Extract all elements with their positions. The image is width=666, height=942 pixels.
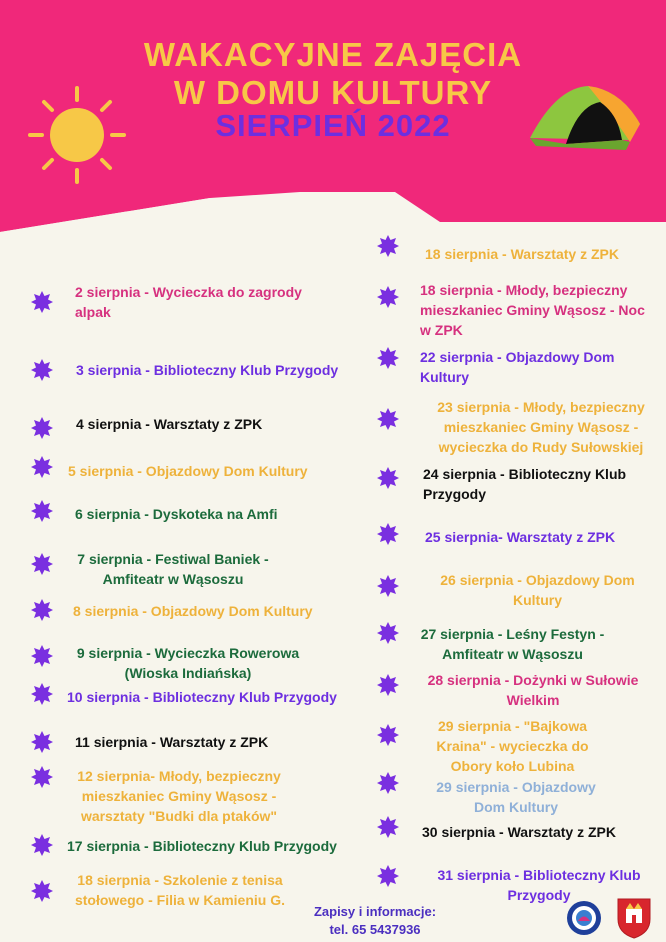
bullet-star-icon bbox=[377, 523, 399, 545]
subtitle-month: SIERPIEŃ 2022 bbox=[215, 108, 451, 143]
event-right-6: 25 sierpnia- Warsztaty z ZPK bbox=[425, 529, 616, 545]
bullet-star-icon bbox=[31, 500, 53, 522]
bullet-star-icon bbox=[31, 766, 53, 788]
contact-info bbox=[300, 903, 450, 939]
bullet-star-icon bbox=[377, 724, 399, 746]
event-left-13: 18 sierpnia - Szkolenie z tenisa stołowego - Filia w Kamieniu G. bbox=[74, 872, 286, 908]
bullet-star-icon bbox=[377, 286, 399, 308]
event-left-11: 12 sierpnia- Młody, bezpieczny mieszkaniec Gminy Wąsosz - warsztaty "Budki dla ptaków" bbox=[77, 768, 281, 824]
bullet-star-icon bbox=[31, 456, 53, 478]
bullet-star-icon bbox=[31, 880, 53, 902]
bullet-star-icon bbox=[377, 408, 399, 430]
event-left-6: 7 sierpnia - Festiwal Baniek - Amfiteatr w Wąsoszu bbox=[77, 551, 269, 587]
event-right-13: 31 sierpnia - Biblioteczny Klub Przygody bbox=[437, 867, 641, 903]
bullet-star-icon bbox=[377, 347, 399, 369]
event-right-5: 24 sierpnia - Biblioteczny Klub Przygody bbox=[423, 466, 627, 502]
bullet-star-icon bbox=[31, 417, 53, 439]
title-line-1: WAKACYJNE ZAJĘCIA bbox=[143, 36, 523, 73]
event-left-9: 10 sierpnia - Biblioteczny Klub Przygody bbox=[67, 689, 337, 705]
event-right-12: 30 sierpnia - Warsztaty z ZPK bbox=[422, 824, 616, 840]
event-left-2: 3 sierpnia - Biblioteczny Klub Przygody bbox=[76, 362, 339, 378]
event-left-1: 2 sierpnia - Wycieczka do zagrody alpak bbox=[75, 284, 302, 320]
bullet-star-icon bbox=[377, 865, 399, 887]
contact-phone: tel. 65 5437936 bbox=[329, 922, 421, 937]
event-left-8: 9 sierpnia - Wycieczka Rowerowa (Wioska Indiańska) bbox=[76, 645, 300, 681]
bullet-star-icon bbox=[31, 731, 53, 753]
logo-emblem-icon bbox=[566, 900, 602, 936]
event-right-4: 23 sierpnia - Młody, bezpieczny mieszkaniec Gminy Wąsosz - wycieczka do Rudy Sułowskiej bbox=[437, 399, 645, 455]
event-left-5: 6 sierpnia - Dyskoteka na Amfi bbox=[75, 506, 278, 522]
bullet-star-icon bbox=[377, 622, 399, 644]
event-right-3: 22 sierpnia - Objazdowy Dom Kultury bbox=[420, 349, 615, 385]
bullet-star-icon bbox=[377, 235, 399, 257]
event-right-2: 18 sierpnia - Młody, bezpieczny mieszkaniec Gminy Wąsosz - Noc w ZPK bbox=[420, 282, 645, 338]
event-left-10: 11 sierpnia - Warsztaty z ZPK bbox=[75, 734, 269, 750]
bullet-star-icon bbox=[377, 467, 399, 489]
coat-of-arms-icon bbox=[616, 897, 652, 939]
event-left-4: 5 sierpnia - Objazdowy Dom Kultury bbox=[68, 463, 308, 479]
bullet-star-icon bbox=[377, 674, 399, 696]
bullet-star-icon bbox=[31, 553, 53, 575]
event-right-9: 28 sierpnia - Dożynki w Sułowie Wielkim bbox=[427, 672, 639, 708]
event-right-11: 29 sierpnia - Objazdowy Dom Kultury bbox=[436, 779, 596, 815]
bullet-star-icon bbox=[377, 816, 399, 838]
event-left-3: 4 sierpnia - Warsztaty z ZPK bbox=[76, 416, 263, 432]
bullet-star-icon bbox=[31, 359, 53, 381]
bullet-star-icon bbox=[377, 772, 399, 794]
bullet-star-icon bbox=[31, 645, 53, 667]
bullet-star-icon bbox=[31, 599, 53, 621]
bullet-star-icon bbox=[31, 834, 53, 856]
title-line-2: W DOMU KULTURY bbox=[173, 74, 493, 111]
bullet-star-icon bbox=[31, 291, 53, 313]
event-right-1: 18 sierpnia - Warsztaty z ZPK bbox=[425, 246, 619, 262]
contact-label: Zapisy i informacje: bbox=[313, 904, 437, 919]
bullet-star-icon bbox=[377, 575, 399, 597]
bullet-star-icon bbox=[31, 683, 53, 705]
event-right-10: 29 sierpnia - "Bajkowa Kraina" - wycieczka do Obory koło Lubina bbox=[436, 718, 589, 774]
event-left-12: 17 sierpnia - Biblioteczny Klub Przygody bbox=[67, 838, 337, 854]
event-right-7: 26 sierpnia - Objazdowy Dom Kultury bbox=[440, 572, 635, 608]
event-right-8: 27 sierpnia - Leśny Festyn - Amfiteatr w Wąsoszu bbox=[420, 626, 605, 662]
event-left-7: 8 sierpnia - Objazdowy Dom Kultury bbox=[73, 603, 313, 619]
